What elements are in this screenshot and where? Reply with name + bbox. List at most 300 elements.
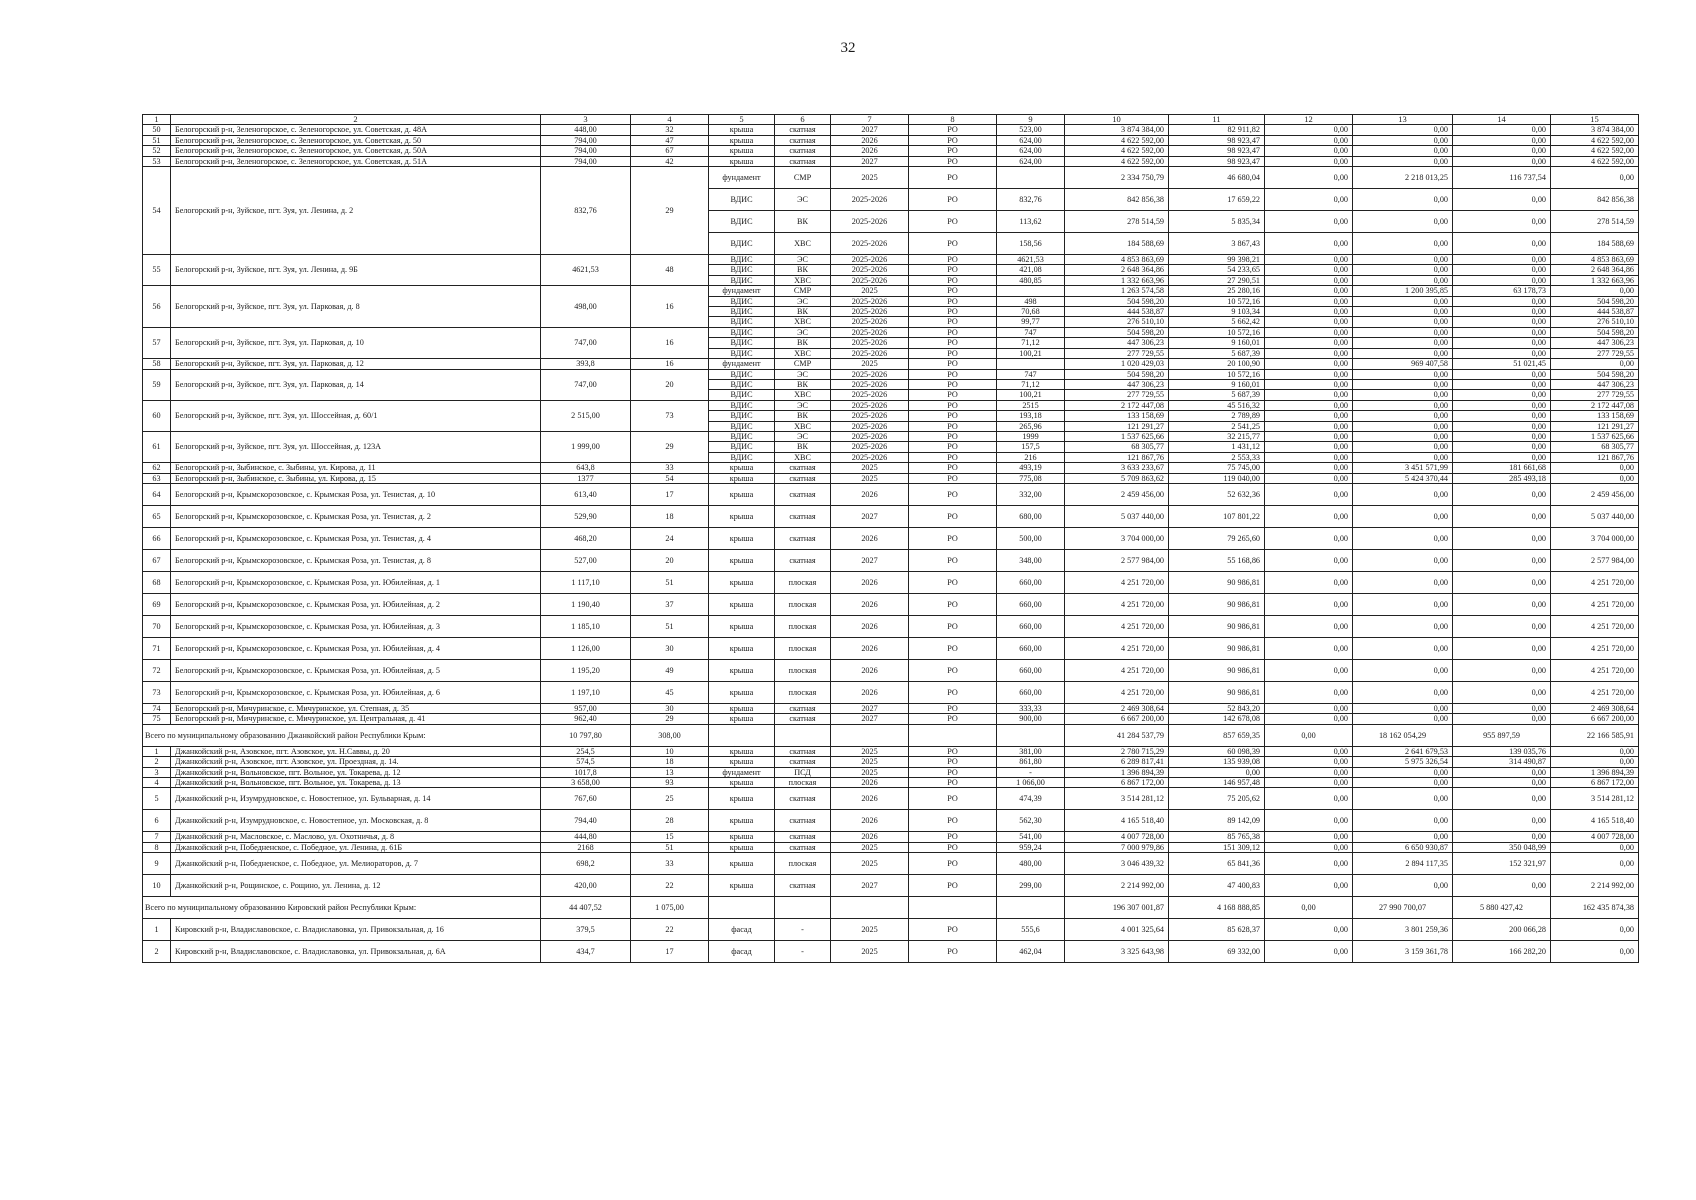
column-header: 4 <box>631 115 709 125</box>
federal-cell: 0,00 <box>1265 483 1353 505</box>
period-cell: 2025-2026 <box>831 296 909 306</box>
column-header: 15 <box>1551 115 1639 125</box>
row-number-cell: 58 <box>143 359 171 369</box>
regional-cell: 0,00 <box>1353 593 1453 615</box>
area-cell: 448,00 <box>541 125 631 135</box>
element-cell: скатная <box>775 463 831 473</box>
row-number-cell: 66 <box>143 527 171 549</box>
regional-cell: 0,00 <box>1353 767 1453 777</box>
cost-per-unit-cell: 85 765,38 <box>1169 832 1265 842</box>
regional-cell: 0,00 <box>1353 571 1453 593</box>
row-number-cell: 4 <box>143 778 171 788</box>
total-cost-cell: 1 537 625,66 <box>1065 431 1169 441</box>
work-type-cell: крыша <box>709 135 775 145</box>
element-cell: ВК <box>775 265 831 275</box>
fund-cell: 504 598,20 <box>1551 369 1639 379</box>
area-cell: 468,20 <box>541 527 631 549</box>
area-cell: 794,00 <box>541 135 631 145</box>
table-row <box>143 593 1639 615</box>
period-cell: 2025-2026 <box>831 265 909 275</box>
local-cell: 0,00 <box>1453 146 1551 156</box>
local-cell: 0,00 <box>1453 135 1551 145</box>
element-cell: скатная <box>775 746 831 756</box>
cost-per-unit-cell: 9 160,01 <box>1169 338 1265 348</box>
work-type-cell: крыша <box>709 659 775 681</box>
work-type-cell: ВДИС <box>709 255 775 265</box>
row-number-cell: 61 <box>143 431 171 462</box>
cost-per-unit-cell: 52 632,36 <box>1169 483 1265 505</box>
local-cell: 0,00 <box>1453 527 1551 549</box>
table-row <box>143 146 1639 156</box>
volume-cell: 680,00 <box>997 505 1065 527</box>
local-cell: 0,00 <box>1453 767 1551 777</box>
address-cell: Белогорский р-н, Крымскорозовское, с. Крымская Роза, ул. Тенистая, д. 10 <box>171 483 541 505</box>
empty-cell <box>909 724 997 746</box>
volume-cell: 99,77 <box>997 317 1065 327</box>
period-cell: 2025-2026 <box>831 390 909 400</box>
regional-cell: 0,00 <box>1353 296 1453 306</box>
cost-per-unit-cell: 54 233,65 <box>1169 265 1265 275</box>
fund-cell: 4 251 720,00 <box>1551 571 1639 593</box>
element-cell: плоская <box>775 593 831 615</box>
area-cell: 420,00 <box>541 875 631 897</box>
federal-cell: 0,00 <box>1265 167 1353 189</box>
local-cell: 0,00 <box>1453 615 1551 637</box>
source-cell: РО <box>909 211 997 233</box>
address-cell: Белогорский р-н, Крымскорозовское, с. Крымская Роза, ул. Юбилейная, д. 3 <box>171 615 541 637</box>
row-number-cell: 8 <box>143 842 171 852</box>
federal-cell: 0,00 <box>1265 255 1353 265</box>
work-type-cell: крыша <box>709 593 775 615</box>
local-cell: 285 493,18 <box>1453 473 1551 483</box>
volume-cell: 474,39 <box>997 788 1065 810</box>
total-cost-cell: 68 305,77 <box>1065 442 1169 452</box>
address-cell: Белогорский р-н, Зуйское, пгт. Зуя, ул. Шоссейная, д. 60/1 <box>171 400 541 431</box>
volume-cell: 100,21 <box>997 348 1065 358</box>
table-row <box>143 941 1639 963</box>
cost-per-unit-cell: 10 572,16 <box>1169 327 1265 337</box>
volume-cell: 493,19 <box>997 463 1065 473</box>
cost-per-unit-cell: 20 100,90 <box>1169 359 1265 369</box>
source-cell: РО <box>909 571 997 593</box>
source-cell: РО <box>909 810 997 832</box>
work-type-cell: ВДИС <box>709 338 775 348</box>
element-cell: ХВС <box>775 275 831 285</box>
total-cost-cell: 447 306,23 <box>1065 338 1169 348</box>
column-header: 3 <box>541 115 631 125</box>
work-type-cell: крыша <box>709 703 775 713</box>
cost-per-unit-cell: 25 280,16 <box>1169 286 1265 296</box>
source-cell: РО <box>909 778 997 788</box>
element-cell: плоская <box>775 778 831 788</box>
address-cell: Белогорский р-н, Зуйское, пгт. Зуя, ул. Парковая, д. 8 <box>171 286 541 328</box>
cost-per-unit-cell: 90 986,81 <box>1169 681 1265 703</box>
source-cell: РО <box>909 411 997 421</box>
address-cell: Джанкойский р-н, Изумрудновское, с. Новостепное, ул. Московская, д. 8 <box>171 810 541 832</box>
work-type-cell: фундамент <box>709 167 775 189</box>
volume-cell <box>997 359 1065 369</box>
element-cell: плоская <box>775 659 831 681</box>
period-cell: 2025-2026 <box>831 369 909 379</box>
row-number-cell: 52 <box>143 146 171 156</box>
area-cell: 767,60 <box>541 788 631 810</box>
fund-cell: 1 396 894,39 <box>1551 767 1639 777</box>
regional-cell: 6 650 930,87 <box>1353 842 1453 852</box>
address-cell: Белогорский р-н, Крымскорозовское, с. Крымская Роза, ул. Юбилейная, д. 6 <box>171 681 541 703</box>
address-cell: Кировский р-н, Владиславовское, с. Владиславовка, ул. Привокзальная, д. 6А <box>171 941 541 963</box>
work-type-cell: крыша <box>709 832 775 842</box>
fund-cell: 4 251 720,00 <box>1551 637 1639 659</box>
source-cell: РО <box>909 327 997 337</box>
regional-cell: 2 894 117,35 <box>1353 853 1453 875</box>
period-cell: 2025-2026 <box>831 255 909 265</box>
row-number-cell: 65 <box>143 505 171 527</box>
column-header: 7 <box>831 115 909 125</box>
regional-cell: 0,00 <box>1353 189 1453 211</box>
cost-per-unit-cell: 2 789,89 <box>1169 411 1265 421</box>
federal-cell: 0,00 <box>1265 875 1353 897</box>
cost-per-unit-cell: 119 040,00 <box>1169 473 1265 483</box>
total-cost-cell: 196 307 001,87 <box>1065 897 1169 919</box>
fund-cell: 4 853 863,69 <box>1551 255 1639 265</box>
element-cell: ВК <box>775 211 831 233</box>
federal-cell: 0,00 <box>1265 714 1353 724</box>
table-row <box>143 615 1639 637</box>
row-number-cell: 3 <box>143 767 171 777</box>
work-type-cell: ВДИС <box>709 296 775 306</box>
residents-cell: 18 <box>631 757 709 767</box>
element-cell: ВК <box>775 307 831 317</box>
volume-cell: 660,00 <box>997 681 1065 703</box>
residents-cell: 49 <box>631 659 709 681</box>
work-type-cell: фасад <box>709 919 775 941</box>
area-cell: 574,5 <box>541 757 631 767</box>
address-cell: Белогорский р-н, Зуйское, пгт. Зуя, ул. Парковая, д. 10 <box>171 327 541 358</box>
total-cost-cell: 6 289 817,41 <box>1065 757 1169 767</box>
address-cell: Белогорский р-н, Зеленогорское, с. Зеленогорское, ул. Советская, д. 48А <box>171 125 541 135</box>
federal-cell: 0,00 <box>1265 452 1353 462</box>
local-cell: 0,00 <box>1453 483 1551 505</box>
source-cell: РО <box>909 286 997 296</box>
source-cell: РО <box>909 637 997 659</box>
total-cost-cell: 1 332 663,96 <box>1065 275 1169 285</box>
local-cell: 181 661,68 <box>1453 463 1551 473</box>
federal-cell: 0,00 <box>1265 842 1353 852</box>
element-cell: ВК <box>775 411 831 421</box>
local-cell: 0,00 <box>1453 593 1551 615</box>
total-fund-cell: 22 166 585,91 <box>1551 724 1639 746</box>
cost-per-unit-cell: 90 986,81 <box>1169 593 1265 615</box>
column-header: 10 <box>1065 115 1169 125</box>
residents-cell: 42 <box>631 156 709 166</box>
work-type-cell: крыша <box>709 757 775 767</box>
regional-cell: 0,00 <box>1353 317 1453 327</box>
local-cell: 0,00 <box>1453 233 1551 255</box>
fund-cell: 277 729,55 <box>1551 348 1639 358</box>
element-cell: скатная <box>775 757 831 767</box>
column-header: 13 <box>1353 115 1453 125</box>
cost-per-unit-cell: 9 103,34 <box>1169 307 1265 317</box>
cost-per-unit-cell: 135 939,08 <box>1169 757 1265 767</box>
fund-cell: 0,00 <box>1551 359 1639 369</box>
table-row <box>143 431 1639 441</box>
total-cost-cell: 1 396 894,39 <box>1065 767 1169 777</box>
cost-per-unit-cell: 9 160,01 <box>1169 379 1265 389</box>
federal-cell: 0,00 <box>1265 359 1353 369</box>
local-cell: 0,00 <box>1453 788 1551 810</box>
row-number-cell: 6 <box>143 810 171 832</box>
regional-cell: 0,00 <box>1353 348 1453 358</box>
total-area-cell: 44 407,52 <box>541 897 631 919</box>
federal-cell: 0,00 <box>1265 390 1353 400</box>
period-cell: 2026 <box>831 615 909 637</box>
address-cell: Белогорский р-н, Крымскорозовское, с. Крымская Роза, ул. Юбилейная, д. 5 <box>171 659 541 681</box>
address-cell: Белогорский р-н, Крымскорозовское, с. Крымская Роза, ул. Юбилейная, д. 4 <box>171 637 541 659</box>
element-cell: ХВС <box>775 233 831 255</box>
work-type-cell: крыша <box>709 875 775 897</box>
source-cell: РО <box>909 853 997 875</box>
local-cell: 0,00 <box>1453 125 1551 135</box>
element-cell: скатная <box>775 135 831 145</box>
table-row <box>143 659 1639 681</box>
address-cell: Белогорский р-н, Зыбинское, с. Зыбины, ул. Кирова, д. 15 <box>171 473 541 483</box>
table-row <box>143 746 1639 756</box>
fund-cell: 6 867 172,00 <box>1551 778 1639 788</box>
regional-cell: 0,00 <box>1353 390 1453 400</box>
federal-cell: 0,00 <box>1265 379 1353 389</box>
total-cost-cell: 184 588,69 <box>1065 233 1169 255</box>
row-number-cell: 69 <box>143 593 171 615</box>
address-cell: Белогорский р-н, Крымскорозовское, с. Крымская Роза, ул. Тенистая, д. 4 <box>171 527 541 549</box>
residents-cell: 37 <box>631 593 709 615</box>
total-cost-cell: 4 622 592,00 <box>1065 156 1169 166</box>
area-cell: 643,8 <box>541 463 631 473</box>
local-cell: 0,00 <box>1453 348 1551 358</box>
source-cell: РО <box>909 442 997 452</box>
element-cell: ХВС <box>775 421 831 431</box>
column-number-row <box>143 115 1639 125</box>
work-type-cell: крыша <box>709 483 775 505</box>
local-cell: 0,00 <box>1453 189 1551 211</box>
source-cell: РО <box>909 919 997 941</box>
total-cost-cell: 2 780 715,29 <box>1065 746 1169 756</box>
regional-cell: 0,00 <box>1353 549 1453 571</box>
table-row <box>143 637 1639 659</box>
federal-cell: 0,00 <box>1265 421 1353 431</box>
element-cell: скатная <box>775 527 831 549</box>
work-type-cell: фасад <box>709 941 775 963</box>
element-cell: ЭС <box>775 189 831 211</box>
row-number-cell: 73 <box>143 681 171 703</box>
element-cell: скатная <box>775 146 831 156</box>
row-number-cell: 71 <box>143 637 171 659</box>
period-cell: 2025-2026 <box>831 348 909 358</box>
total-cost-cell: 1 020 429,03 <box>1065 359 1169 369</box>
federal-cell: 0,00 <box>1265 919 1353 941</box>
table-body <box>143 115 1639 963</box>
federal-cell: 0,00 <box>1265 286 1353 296</box>
row-number-cell: 75 <box>143 714 171 724</box>
volume-cell: 157,5 <box>997 442 1065 452</box>
work-type-cell: фундамент <box>709 767 775 777</box>
source-cell: РО <box>909 842 997 852</box>
cost-per-unit-cell: 10 572,16 <box>1169 296 1265 306</box>
element-cell: ЭС <box>775 255 831 265</box>
row-number-cell: 56 <box>143 286 171 328</box>
federal-cell: 0,00 <box>1265 659 1353 681</box>
area-cell: 527,00 <box>541 549 631 571</box>
period-cell: 2025 <box>831 167 909 189</box>
element-cell: ХВС <box>775 317 831 327</box>
local-cell: 166 282,20 <box>1453 941 1551 963</box>
regional-cell: 0,00 <box>1353 615 1453 637</box>
column-header: 12 <box>1265 115 1353 125</box>
volume-cell: 70,68 <box>997 307 1065 317</box>
address-cell: Джанкойский р-н, Азовское, пгт. Азовское, ул. Проездная, д. 14. <box>171 757 541 767</box>
table-row <box>143 571 1639 593</box>
area-cell: 1 126,00 <box>541 637 631 659</box>
work-type-cell: крыша <box>709 842 775 852</box>
source-cell: РО <box>909 275 997 285</box>
regional-cell: 0,00 <box>1353 255 1453 265</box>
work-type-cell: ВДИС <box>709 327 775 337</box>
column-header: 11 <box>1169 115 1265 125</box>
volume-cell: 660,00 <box>997 571 1065 593</box>
row-number-cell: 67 <box>143 549 171 571</box>
local-cell: 0,00 <box>1453 369 1551 379</box>
row-number-cell: 54 <box>143 167 171 255</box>
cost-per-unit-cell: 69 332,00 <box>1169 941 1265 963</box>
row-number-cell: 62 <box>143 463 171 473</box>
residents-cell: 32 <box>631 125 709 135</box>
volume-cell: 555,6 <box>997 919 1065 941</box>
total-cost-cell: 7 000 979,86 <box>1065 842 1169 852</box>
period-cell: 2027 <box>831 549 909 571</box>
row-number-cell: 2 <box>143 941 171 963</box>
area-cell: 613,40 <box>541 483 631 505</box>
work-type-cell: ВДИС <box>709 452 775 462</box>
federal-cell: 0,00 <box>1265 473 1353 483</box>
fund-cell: 133 158,69 <box>1551 411 1639 421</box>
federal-cell: 0,00 <box>1265 296 1353 306</box>
source-cell: РО <box>909 659 997 681</box>
work-type-cell: крыша <box>709 156 775 166</box>
period-cell: 2026 <box>831 810 909 832</box>
cost-per-unit-cell: 55 168,86 <box>1169 549 1265 571</box>
federal-cell: 0,00 <box>1265 505 1353 527</box>
source-cell: РО <box>909 483 997 505</box>
volume-cell: 348,00 <box>997 549 1065 571</box>
federal-cell: 0,00 <box>1265 189 1353 211</box>
source-cell: РО <box>909 941 997 963</box>
volume-cell: 660,00 <box>997 637 1065 659</box>
work-type-cell: ВДИС <box>709 211 775 233</box>
local-cell: 0,00 <box>1453 338 1551 348</box>
fund-cell: 0,00 <box>1551 286 1639 296</box>
period-cell: 2025-2026 <box>831 442 909 452</box>
table-row <box>143 767 1639 777</box>
regional-cell: 3 451 571,99 <box>1353 463 1453 473</box>
federal-cell: 0,00 <box>1265 275 1353 285</box>
cost-per-unit-cell: 65 841,36 <box>1169 853 1265 875</box>
volume-cell: 71,12 <box>997 338 1065 348</box>
work-type-cell: крыша <box>709 637 775 659</box>
fund-cell: 0,00 <box>1551 853 1639 875</box>
source-cell: РО <box>909 463 997 473</box>
cost-per-unit-cell: 60 098,39 <box>1169 746 1265 756</box>
local-cell: 0,00 <box>1453 714 1551 724</box>
table-row <box>143 359 1639 369</box>
local-cell: 152 321,97 <box>1453 853 1551 875</box>
element-cell: плоская <box>775 853 831 875</box>
local-cell: 0,00 <box>1453 442 1551 452</box>
fund-cell: 2 577 984,00 <box>1551 549 1639 571</box>
period-cell: 2027 <box>831 505 909 527</box>
volume-cell: 2515 <box>997 400 1065 410</box>
area-cell: 3 658,00 <box>541 778 631 788</box>
area-cell: 1 197,10 <box>541 681 631 703</box>
period-cell: 2026 <box>831 571 909 593</box>
element-cell: ЭС <box>775 431 831 441</box>
row-number-cell: 60 <box>143 400 171 431</box>
volume-cell <box>997 286 1065 296</box>
row-number-cell: 70 <box>143 615 171 637</box>
regional-cell: 5 424 370,44 <box>1353 473 1453 483</box>
period-cell: 2025-2026 <box>831 327 909 337</box>
source-cell: РО <box>909 767 997 777</box>
regional-cell: 0,00 <box>1353 307 1453 317</box>
total-area-cell: 10 797,80 <box>541 724 631 746</box>
element-cell: СМР <box>775 359 831 369</box>
fund-cell: 121 867,76 <box>1551 452 1639 462</box>
cost-per-unit-cell: 98 923,47 <box>1169 135 1265 145</box>
area-cell: 957,00 <box>541 703 631 713</box>
local-cell: 350 048,99 <box>1453 842 1551 852</box>
total-cost-cell: 2 459 456,00 <box>1065 483 1169 505</box>
total-cost-cell: 2 172 447,08 <box>1065 400 1169 410</box>
table-row <box>143 286 1639 296</box>
source-cell: РО <box>909 746 997 756</box>
volume-cell: 775,08 <box>997 473 1065 483</box>
area-cell: 794,00 <box>541 156 631 166</box>
total-cost-cell: 3 704 000,00 <box>1065 527 1169 549</box>
table-row <box>143 125 1639 135</box>
table-row <box>143 778 1639 788</box>
total-cost-cell: 3 046 439,32 <box>1065 853 1169 875</box>
element-cell: скатная <box>775 875 831 897</box>
residents-cell: 18 <box>631 505 709 527</box>
fund-cell: 121 291,27 <box>1551 421 1639 431</box>
address-cell: Джанкойский р-н, Победненское, с. Победное, ул. Мелиораторов, д. 7 <box>171 853 541 875</box>
source-cell: РО <box>909 875 997 897</box>
area-cell: 747,00 <box>541 369 631 400</box>
cost-per-unit-cell: 85 628,37 <box>1169 919 1265 941</box>
fund-cell: 1 537 625,66 <box>1551 431 1639 441</box>
total-federal-cell: 0,00 <box>1265 724 1353 746</box>
source-cell: РО <box>909 615 997 637</box>
work-type-cell: ВДИС <box>709 369 775 379</box>
volume-cell: 832,76 <box>997 189 1065 211</box>
area-cell: 794,00 <box>541 146 631 156</box>
total-cost-cell: 121 291,27 <box>1065 421 1169 431</box>
row-number-cell: 1 <box>143 746 171 756</box>
element-cell: скатная <box>775 842 831 852</box>
area-cell: 444,80 <box>541 832 631 842</box>
element-cell: скатная <box>775 714 831 724</box>
volume-cell: 113,62 <box>997 211 1065 233</box>
row-number-cell: 55 <box>143 255 171 286</box>
row-number-cell: 1 <box>143 919 171 941</box>
